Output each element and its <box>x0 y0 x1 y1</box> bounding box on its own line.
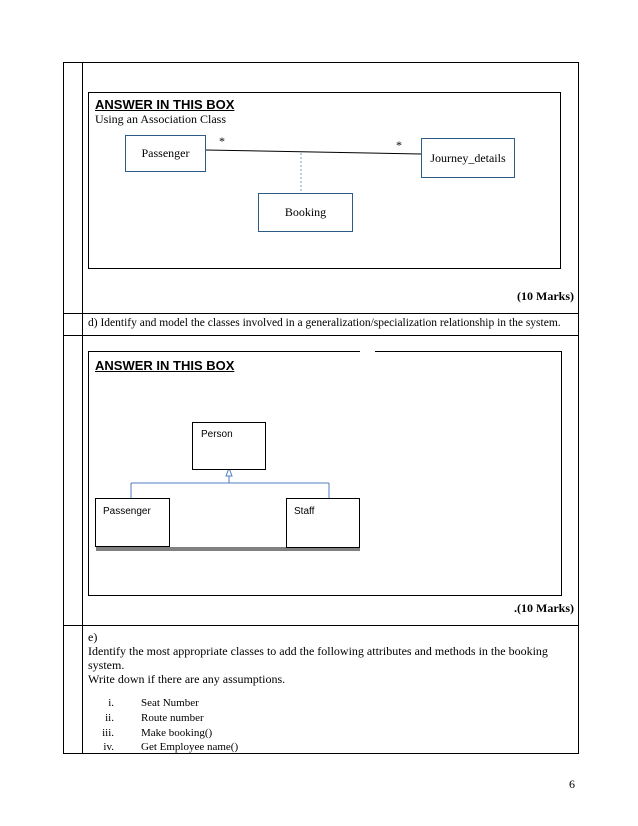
question-e-line3: Write down if there are any assumptions. <box>88 672 286 686</box>
list-item-text: Seat Number <box>141 697 199 709</box>
class-label-journey-details: Journey_details <box>430 150 506 165</box>
question-e-line1: Identify the most appropriate classes to add the following attributes and methods in the booking <box>88 644 548 658</box>
class-box-staff <box>286 498 360 548</box>
list-item-text: Route number <box>141 712 204 724</box>
list-item <box>84 712 384 726</box>
class-box-person <box>192 422 266 470</box>
list-item-number: ii. <box>105 712 114 724</box>
marks-c: (10 Marks) <box>517 289 574 303</box>
class-label-staff: Staff <box>294 506 315 517</box>
answer-box-title-d: ANSWER IN THIS BOX <box>95 358 235 373</box>
list-item-text: Make booking() <box>141 727 213 739</box>
question-e-label: e) <box>88 630 98 644</box>
list-item-number: iii. <box>102 727 114 739</box>
list-item-number: iv. <box>103 741 114 753</box>
class-label-booking: Booking <box>284 205 327 219</box>
list-item-text: Get Employee name() <box>141 741 239 753</box>
class-label-passenger-c: Passenger <box>141 146 190 160</box>
marks-d: .(10 Marks) <box>514 601 574 615</box>
multiplicity-right: * <box>396 138 402 152</box>
question-e-line2: system. <box>88 658 125 672</box>
list-item-number: i. <box>108 697 114 709</box>
multiplicity-left: * <box>219 134 225 148</box>
question-d: d) Identify and model the classes involved in a generalization/specialization relationship in the system. <box>88 317 561 329</box>
list-item <box>84 741 384 755</box>
page-number: 6 <box>569 777 575 791</box>
association-subtitle: Using an Association Class <box>95 112 226 126</box>
list-item <box>84 727 384 741</box>
class-box-passenger-d <box>95 498 170 547</box>
answer-box-title-c: ANSWER IN THIS BOX <box>95 97 235 112</box>
class-label-person: Person <box>201 429 233 440</box>
list-item <box>84 697 384 711</box>
class-label-passenger-d: Passenger <box>103 506 151 517</box>
